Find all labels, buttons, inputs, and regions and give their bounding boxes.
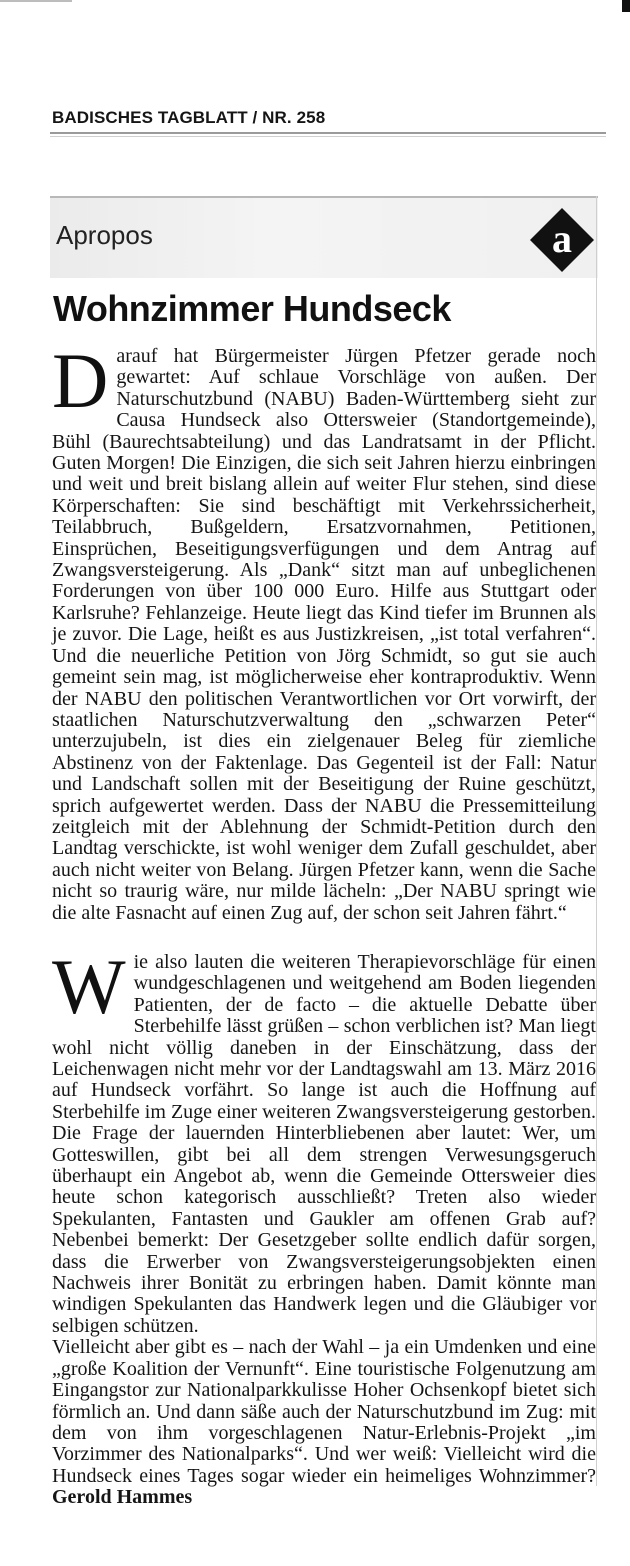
paragraph-text: ie also lauten die weiteren Therapievorschläge für einen wundgeschlagenen und weitgehend am Boden liegenden Patienten, der de facto – die aktuelle Debatte über Sterbehilfe lässt grüßen – schon verblichen ist? Man liegt wohl nicht völlig daneben in der Einschätzung, dass der Leichenwagen nicht mehr vor der Landtagswahl am 13. März 2016 auf Hundseck vorfährt. So lange ist auch die Hoffnung auf Sterbehilfe im Zuge einer weiteren Zwangsversteigerung gestorben. Die Frage der lauernden Hinterbliebenen aber lautet: Wer, um Gotteswillen, gibt bei all dem strengen Verwesungsgeruch überhaupt ein Angebot ab, wenn die Gemeinde Ottersweier dies heute schon kategorisch ausschließt? Treten also wieder Spekulanten, Fantasten und Gaukler am offenen Grab auf? Nebenbei bemerkt: Der Gesetzgeber sollte endlich dafür sorgen, dass die Erwerber von Zwangsversteigerungsobjekten einen Nachweis ihrer Bonität zu erbringen haben. Damit könnte man windigen Spekulanten das Handwerk legen und die Gläubiger vor selbigen schützen. (52, 950, 596, 1337)
article-paragraph-2 (52, 942, 596, 1337)
apropos-logo-icon (529, 207, 595, 273)
drop-cap: D (52, 337, 109, 424)
author-byline: Gerold Hammes (52, 1486, 193, 1509)
header-rule (50, 132, 606, 134)
logo-letter: a (552, 216, 572, 261)
scan-corner-mark (622, 0, 630, 12)
scan-edge-mark (0, 0, 72, 2)
newspaper-masthead: BADISCHES TAGBLATT / NR. 258 (52, 108, 326, 127)
article-paragraph-1 (52, 337, 596, 924)
article-paragraph-3 (52, 1337, 596, 1508)
header-rule-thin (50, 136, 606, 137)
column-rule (596, 196, 597, 1486)
section-panel-rule (50, 196, 598, 198)
article-body (52, 337, 596, 1509)
paragraph-text: Vielleicht aber gibt es – nach der Wahl – ja ein Umdenken und eine „große Koalition der Vernunft“. Eine touristische Folgenutzung am Eingangstor zur Nationalparkkulisse Hoher Ochsenkopf bietet sich förmlich an. Und dann säße auch der Naturschutzbund im Zug: mit dem von ihm vorgeschlagenen Natur-Erlebnis-Projekt „im Vorzimmer des Nationalparks“. Und wer weiß: Vielleicht wird die Hundseck eines Tages sogar wieder ein heimeliges Wohnzimmer? (52, 1336, 596, 1487)
paragraph-text: arauf hat Bürgermeister Jürgen Pfetzer gerade noch gewartet: Auf schlaue Vorschläge von außen. Der Naturschutzbund (NABU) Baden-Württemberg sieht zur Causa Hundseck also Ottersweier (Standortgemeinde), Bühl (Baurechtsabteilung) und das Landratsamt in der Pflicht. Guten Morgen! Die Einzigen, die sich seit Jahren hierzu einbringen und weit und breit bislang allein auf weiter Flur stehen, sind diese Körperschaften: Sie sind beschäftigt mit Verkehrssicherheit, Teilabbruch, Bußgeldern, Ersatzvornahmen, Petitionen, Einsprüchen, Beseitigungsverfügungen und dem Antrag auf Zwangsversteigerung. Als „Dank“ sitzt man auf unbeglichenen Forderungen von über 100 000 Euro. Hilfe aus Stuttgart oder Karlsruhe? Fehlanzeige. Heute liegt das Kind tiefer im Brunnen als je zuvor. Die Lage, heißt es aus Justizkreisen, „ist total verfahren“. Und die neuerliche Petition von Jörg Schmidt, so gut sie auch gemeint sein mag, ist möglicherweise eher kontraproduktiv. Wenn der NABU den politischen Verantwortlichen vor Ort vorwirft, der staatlichen Naturschutzverwaltung den „schwarzen Peter“ unterzujubeln, ist dies ein zielgenauer Beleg für ziemliche Abstinenz von der Faktenlage. Das Gegenteil ist der Fall: Natur und Landschaft sollen mit der Beseitigung der Ruine geschützt, sprich aufgewertet werden. Dass der NABU die Pressemitteilung zeitgleich mit der Ablehnung der Schmidt-Petition durch den Landtag verschickte, ist wohl weniger dem Zufall geschuldet, aber auch nicht weiter von Belang. Jürgen Pfetzer kann, wenn die Sache nicht so traurig wäre, nur milde lächeln: „Der NABU springt wie die alte Fasnacht auf einen Zug auf, der schon seit Jahren fährt.“ (52, 345, 596, 924)
drop-cap: W (52, 942, 126, 1030)
section-label: Apropos (56, 220, 153, 250)
article-headline: Wohnzimmer Hundseck (53, 288, 451, 329)
